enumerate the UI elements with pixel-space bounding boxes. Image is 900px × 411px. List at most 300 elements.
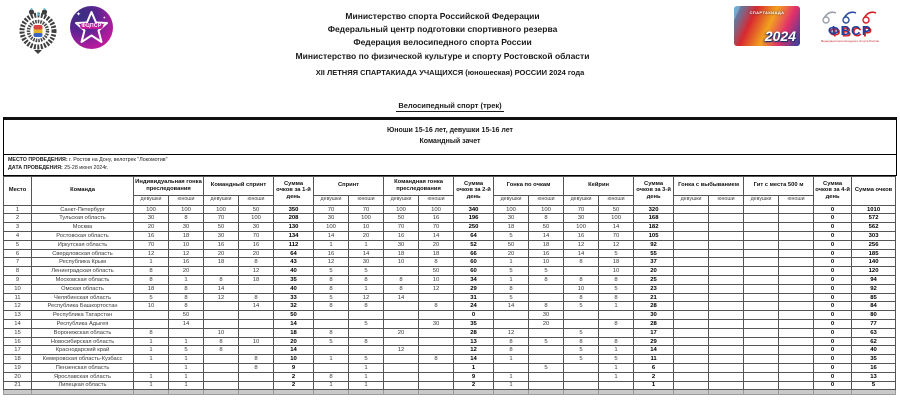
cell-score — [239, 320, 274, 329]
cell-sum: 50 — [274, 311, 314, 320]
cell-score: 50 — [494, 240, 529, 249]
info-box — [3, 117, 897, 176]
cell-score — [204, 364, 239, 373]
cell-score: 1 — [134, 381, 169, 390]
cell-score — [204, 381, 239, 390]
cell-sum: 20 — [634, 267, 674, 276]
cell-score — [744, 337, 779, 346]
cell-place: 2 — [4, 214, 32, 223]
cell-sum: 250 — [454, 223, 494, 232]
cell-score: 8 — [239, 258, 274, 267]
cell-sum: 196 — [454, 214, 494, 223]
cell-sum: 0 — [814, 372, 852, 381]
cell-score — [419, 337, 454, 346]
cell-score: 8 — [564, 258, 599, 267]
cell-score: 30 — [204, 232, 239, 241]
venue-value: г. Ростов на Дону, велотрек "Локомотив" — [69, 156, 168, 163]
cell-sum: 9 — [274, 364, 314, 373]
cell-sum: 0 — [814, 267, 852, 276]
cell-score: 1 — [599, 346, 634, 355]
cell-score — [709, 232, 744, 241]
venue-block — [4, 154, 896, 175]
cell-score — [204, 372, 239, 381]
cell-sum: 0 — [814, 381, 852, 390]
cell-score: 5 — [599, 355, 634, 364]
cell-score — [134, 311, 169, 320]
cell-score: 5 — [494, 267, 529, 276]
cell-score: 20 — [134, 223, 169, 232]
subcolumn-header-girls: девушки — [744, 195, 779, 205]
cell-score — [709, 346, 744, 355]
cell-score: 8 — [599, 293, 634, 302]
cell-score: 8 — [314, 284, 349, 293]
filler-cell — [709, 390, 744, 395]
cell-score — [239, 381, 274, 390]
table-row — [4, 276, 896, 285]
table-row — [4, 293, 896, 302]
cell-score — [349, 346, 384, 355]
cell-score — [779, 214, 814, 223]
cell-score — [529, 328, 564, 337]
cell-team: Краснодарский край — [32, 346, 134, 355]
cell-place: 21 — [4, 381, 32, 390]
cell-score: 16 — [239, 240, 274, 249]
filler-cell — [419, 390, 454, 395]
filler-cell — [744, 390, 779, 395]
cell-score: 8 — [204, 337, 239, 346]
cell-score — [744, 328, 779, 337]
fcpsr-logo — [70, 6, 113, 49]
subcolumn-header-girls: девушки — [564, 195, 599, 205]
cell-sum: 0 — [814, 337, 852, 346]
cell-place: 5 — [4, 240, 32, 249]
organization-lines — [190, 6, 695, 63]
cell-sum: 52 — [454, 240, 494, 249]
cell-score — [674, 240, 709, 249]
cell-place: 15 — [4, 328, 32, 337]
subcolumn-header-girls: девушки — [674, 195, 709, 205]
cell-score: 70 — [204, 214, 239, 223]
date-label: ДАТА ПРОВЕДЕНИЯ: — [8, 164, 63, 171]
filler-cell — [239, 390, 274, 395]
cell-place: 20 — [4, 372, 32, 381]
cell-score: 10 — [419, 276, 454, 285]
cell-score — [419, 346, 454, 355]
cell-score: 10 — [169, 240, 204, 249]
cell-sum: 24 — [454, 302, 494, 311]
cell-score: 30 — [564, 214, 599, 223]
cell-sum: 14 — [274, 346, 314, 355]
cell-score: 1 — [169, 372, 204, 381]
org-line: Федерация велосипедного спорта России — [353, 37, 532, 48]
results-table — [3, 176, 896, 396]
cell-score — [674, 328, 709, 337]
header-logos-right — [695, 6, 900, 46]
ministry-emblem-icon — [18, 6, 58, 54]
cell-sum: 66 — [454, 249, 494, 258]
cell-place: 8 — [4, 267, 32, 276]
cell-score — [564, 381, 599, 390]
cell-score — [384, 320, 419, 329]
cell-score: 8 — [419, 355, 454, 364]
cell-sum: 120 — [852, 267, 896, 276]
cell-score — [674, 205, 709, 214]
cell-sum: 0 — [814, 205, 852, 214]
cell-place: 1 — [4, 205, 32, 214]
fcpsr-label: ФЦПСР — [81, 22, 102, 29]
table-row — [4, 258, 896, 267]
cell-score — [744, 355, 779, 364]
cell-place: 17 — [4, 346, 32, 355]
cell-sum: 0 — [814, 293, 852, 302]
table-row — [4, 284, 896, 293]
cell-score: 8 — [239, 293, 274, 302]
cell-score: 20 — [494, 249, 529, 258]
cell-score: 18 — [529, 240, 564, 249]
cell-team: Санкт-Петербург — [32, 205, 134, 214]
cell-sum: 2 — [274, 381, 314, 390]
venue-row — [8, 157, 892, 165]
cell-score: 70 — [239, 232, 274, 241]
cell-sum: 0 — [814, 311, 852, 320]
filler-cell — [169, 390, 204, 395]
cell-sum: 2 — [454, 381, 494, 390]
column-header-event: Спринт — [314, 176, 384, 195]
cell-score — [779, 346, 814, 355]
cell-score — [779, 364, 814, 373]
cell-score: 8 — [349, 276, 384, 285]
cell-score — [709, 284, 744, 293]
cell-score: 10 — [384, 258, 419, 267]
column-header-sum: Сумма очков за 2-й день — [454, 176, 494, 205]
column-header-team: Команда — [32, 176, 134, 205]
cell-score — [779, 293, 814, 302]
cell-sum: 28 — [634, 302, 674, 311]
cell-score: 12 — [239, 267, 274, 276]
cell-score: 1 — [314, 381, 349, 390]
subcolumn-header-boys: юноши — [779, 195, 814, 205]
cell-score: 100 — [529, 205, 564, 214]
fvsr-caption: Федерация велосипедного спорта России — [820, 38, 880, 43]
cell-score — [744, 284, 779, 293]
cell-score — [674, 249, 709, 258]
cell-score: 70 — [314, 205, 349, 214]
cell-sum: 0 — [814, 284, 852, 293]
cell-sum: 0 — [814, 276, 852, 285]
cell-score: 30 — [529, 311, 564, 320]
cell-sum: 168 — [634, 214, 674, 223]
cell-score: 1 — [494, 355, 529, 364]
cell-score — [709, 328, 744, 337]
cell-sum: 13 — [454, 337, 494, 346]
cell-score — [529, 372, 564, 381]
table-row — [4, 232, 896, 241]
cell-score: 8 — [599, 337, 634, 346]
cell-sum: 13 — [852, 372, 896, 381]
cell-score: 18 — [419, 249, 454, 258]
subcolumn-header-girls: девушки — [384, 195, 419, 205]
cell-score — [564, 364, 599, 373]
cell-score — [599, 311, 634, 320]
cell-score — [564, 311, 599, 320]
cell-score: 8 — [169, 284, 204, 293]
cell-score — [779, 232, 814, 241]
cell-sum: 37 — [634, 258, 674, 267]
cell-score: 12 — [494, 328, 529, 337]
cell-score — [709, 223, 744, 232]
cell-score — [779, 258, 814, 267]
table-row — [4, 346, 896, 355]
cell-sum: 17 — [634, 328, 674, 337]
cell-score: 14 — [169, 320, 204, 329]
cell-score: 1 — [494, 381, 529, 390]
cell-score — [744, 293, 779, 302]
cell-score — [709, 364, 744, 373]
cell-score — [744, 223, 779, 232]
cell-score: 1 — [349, 364, 384, 373]
table-row — [4, 381, 896, 390]
venue-label: МЕСТО ПРОВЕДЕНИЯ: — [8, 156, 68, 163]
cell-score: 20 — [349, 232, 384, 241]
cell-score — [779, 205, 814, 214]
cell-score — [709, 320, 744, 329]
cell-team: Липецкая область — [32, 381, 134, 390]
cell-sum: 0 — [814, 364, 852, 373]
cell-score: 1 — [599, 372, 634, 381]
cell-sum: 43 — [274, 258, 314, 267]
cell-score: 10 — [134, 302, 169, 311]
cell-score — [674, 276, 709, 285]
age-group-block — [4, 120, 896, 154]
cell-score — [744, 372, 779, 381]
cell-sum: 130 — [274, 223, 314, 232]
filler-cell — [134, 390, 169, 395]
cell-score: 1 — [349, 372, 384, 381]
cell-score: 8 — [169, 302, 204, 311]
cell-score — [674, 364, 709, 373]
cell-score — [674, 302, 709, 311]
cell-score — [744, 320, 779, 329]
cell-score: 8 — [599, 276, 634, 285]
cell-score: 16 — [169, 258, 204, 267]
cell-score: 1 — [494, 258, 529, 267]
cell-score: 50 — [384, 214, 419, 223]
cell-score: 100 — [384, 205, 419, 214]
cell-sum: 33 — [274, 293, 314, 302]
cell-score: 30 — [134, 214, 169, 223]
cell-place: 11 — [4, 293, 32, 302]
cell-team: Республика Татарстан — [32, 311, 134, 320]
cell-score: 8 — [349, 302, 384, 311]
cell-score: 100 — [494, 205, 529, 214]
cell-score — [674, 311, 709, 320]
cell-score — [204, 267, 239, 276]
filler-cell — [349, 390, 384, 395]
cell-score — [529, 346, 564, 355]
cell-score: 16 — [419, 214, 454, 223]
cell-score: 70 — [349, 205, 384, 214]
cell-score — [419, 372, 454, 381]
cell-score: 20 — [384, 328, 419, 337]
cell-score — [529, 293, 564, 302]
cell-score: 8 — [384, 284, 419, 293]
cell-score: 30 — [239, 223, 274, 232]
org-line: Министерство спорта Российской Федерации — [345, 11, 540, 21]
cell-score — [204, 355, 239, 364]
subcolumn-header-girls: девушки — [134, 195, 169, 205]
competition-title — [0, 68, 900, 113]
subcolumn-header-girls: девушки — [494, 195, 529, 205]
cell-score: 70 — [134, 240, 169, 249]
cell-score: 14 — [494, 302, 529, 311]
cell-score — [674, 372, 709, 381]
cell-place: 12 — [4, 302, 32, 311]
cell-team: Республика Башкортостан — [32, 302, 134, 311]
cell-score: 8 — [314, 328, 349, 337]
cell-sum: 0 — [814, 258, 852, 267]
filler-cell — [852, 390, 896, 395]
cell-score: 18 — [384, 249, 419, 258]
fvsr-logo — [814, 6, 886, 43]
cell-score — [204, 302, 239, 311]
cell-team: Новосибирская область — [32, 337, 134, 346]
cell-score: 10 — [239, 337, 274, 346]
cell-score: 18 — [134, 284, 169, 293]
subcolumn-header-boys: юноши — [239, 195, 274, 205]
cell-score: 100 — [419, 205, 454, 214]
cell-sum: 16 — [852, 364, 896, 373]
cell-sum: 63 — [852, 328, 896, 337]
filler-cell — [384, 390, 419, 395]
date-row — [8, 165, 892, 173]
cell-score — [744, 346, 779, 355]
cell-sum: 11 — [634, 355, 674, 364]
cell-score: 50 — [419, 267, 454, 276]
cell-score: 1 — [169, 337, 204, 346]
filler-cell — [454, 390, 494, 395]
spartakiada-year: 2024 — [764, 28, 796, 44]
filler-cell — [634, 390, 674, 395]
column-header-event: Командная гонка преследования — [384, 176, 454, 195]
cell-score — [239, 284, 274, 293]
cell-sum: 85 — [852, 293, 896, 302]
filler-row — [4, 390, 896, 395]
cell-score: 100 — [239, 214, 274, 223]
cell-score: 1 — [599, 364, 634, 373]
cell-score — [744, 276, 779, 285]
cell-score: 30 — [494, 214, 529, 223]
cell-score — [384, 311, 419, 320]
cell-score: 20 — [169, 267, 204, 276]
cell-sum: 0 — [814, 232, 852, 241]
cell-score: 14 — [239, 302, 274, 311]
cell-sum: 40 — [852, 346, 896, 355]
cell-sum: 340 — [454, 205, 494, 214]
cell-score: 8 — [169, 293, 204, 302]
cell-score: 100 — [169, 205, 204, 214]
cell-score: 8 — [349, 337, 384, 346]
cell-sum: 32 — [274, 302, 314, 311]
cell-score — [674, 258, 709, 267]
cell-score — [779, 284, 814, 293]
cell-sum: 5 — [852, 381, 896, 390]
table-row — [4, 240, 896, 249]
cell-score — [204, 320, 239, 329]
cell-score — [419, 311, 454, 320]
cell-score: 12 — [169, 249, 204, 258]
cell-sum: 1010 — [852, 205, 896, 214]
cell-sum: 28 — [634, 320, 674, 329]
cell-score: 5 — [169, 346, 204, 355]
cell-score: 100 — [349, 214, 384, 223]
cell-sum: 0 — [814, 355, 852, 364]
cell-score: 30 — [314, 214, 349, 223]
cell-score: 12 — [349, 293, 384, 302]
table-row — [4, 328, 896, 337]
cell-score: 8 — [529, 214, 564, 223]
column-header-event: Кейрин — [564, 176, 634, 195]
standings-type-line: Командный зачет — [419, 138, 481, 146]
cell-score: 8 — [239, 364, 274, 373]
cell-score — [384, 381, 419, 390]
cell-score: 1 — [314, 240, 349, 249]
cell-score — [779, 328, 814, 337]
filler-cell — [274, 390, 314, 395]
cell-score: 8 — [564, 337, 599, 346]
cell-score: 8 — [419, 302, 454, 311]
cell-score: 50 — [239, 205, 274, 214]
cell-place: 7 — [4, 258, 32, 267]
filler-cell — [674, 390, 709, 395]
cell-score: 1 — [494, 276, 529, 285]
cell-sum: 77 — [852, 320, 896, 329]
cell-score: 30 — [169, 223, 204, 232]
cell-score — [419, 293, 454, 302]
cell-score: 14 — [204, 284, 239, 293]
subcolumn-header-boys: юноши — [529, 195, 564, 205]
cell-score — [674, 214, 709, 223]
cell-score — [779, 337, 814, 346]
cell-score: 5 — [349, 320, 384, 329]
cell-score: 5 — [134, 293, 169, 302]
cell-score — [599, 328, 634, 337]
cell-team: Иркутская область — [32, 240, 134, 249]
cell-team: Республика Адыгея — [32, 320, 134, 329]
cell-score: 5 — [349, 267, 384, 276]
subcolumn-header-girls: девушки — [314, 195, 349, 205]
cell-sum: 94 — [852, 276, 896, 285]
cell-sum: 60 — [454, 258, 494, 267]
cell-score — [239, 328, 274, 337]
cell-sum: 14 — [274, 320, 314, 329]
cell-score — [384, 302, 419, 311]
cell-score — [709, 267, 744, 276]
cell-score: 8 — [419, 258, 454, 267]
cell-sum: 29 — [634, 337, 674, 346]
cell-score — [419, 364, 454, 373]
cell-score — [779, 267, 814, 276]
filler-cell — [599, 390, 634, 395]
subcolumn-header-boys: юноши — [349, 195, 384, 205]
cell-score — [744, 232, 779, 241]
cell-score — [384, 267, 419, 276]
filler-cell — [4, 390, 32, 395]
cell-score — [349, 311, 384, 320]
cell-score — [709, 240, 744, 249]
filler-cell — [32, 390, 134, 395]
cell-sum: 185 — [852, 249, 896, 258]
cell-team: Ленинградская область — [32, 267, 134, 276]
